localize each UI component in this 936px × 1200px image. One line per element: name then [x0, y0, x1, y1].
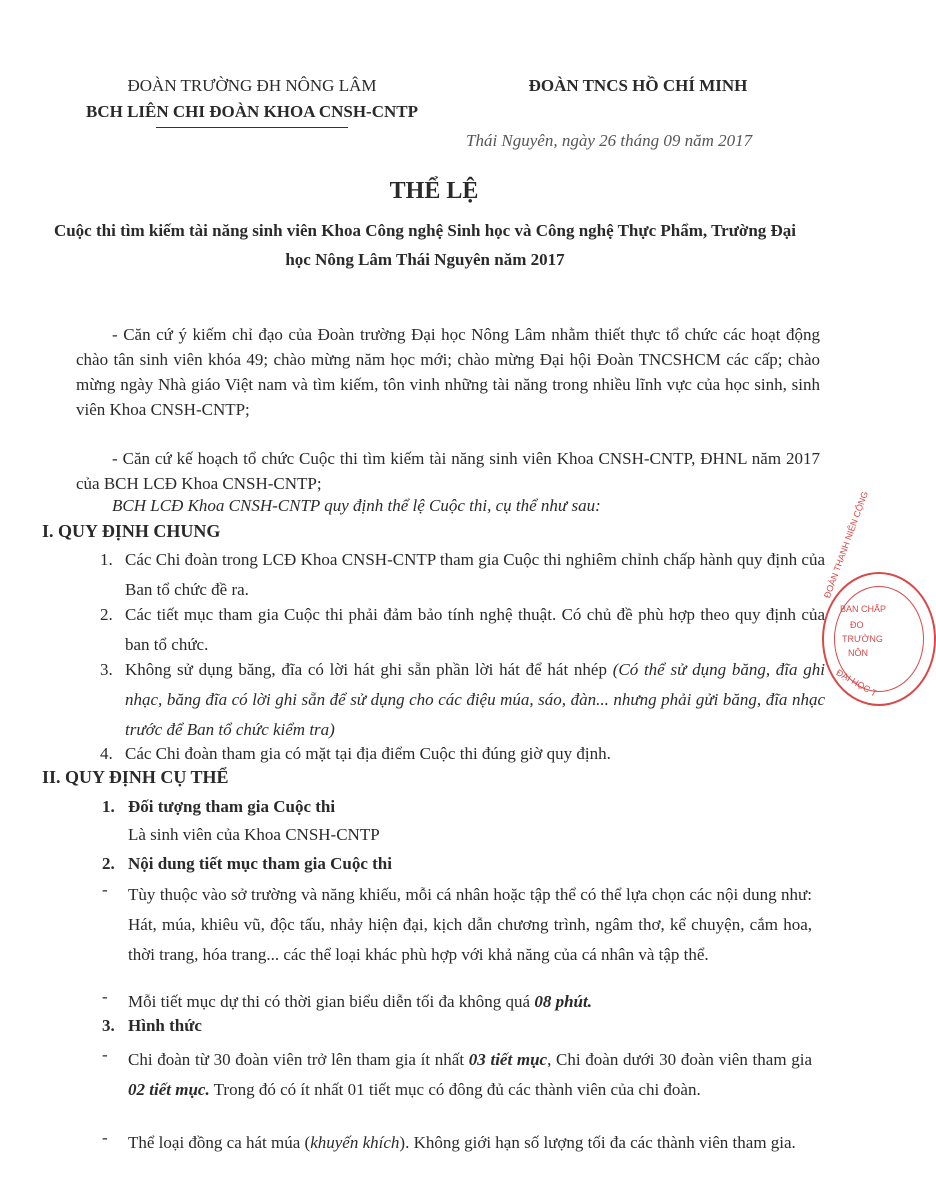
header-union-name: ĐOÀN TNCS HỒ CHÍ MINH	[528, 76, 748, 95]
list-item-text: Không sử dụng băng, đĩa có lời hát ghi sẵn phần lời hát để hát nhép	[125, 660, 613, 679]
seal-text: NÔN	[848, 648, 868, 658]
bullet-item	[128, 987, 812, 1017]
bullet-text: Chi đoàn từ 30 đoàn viên trở lên tham gia ít nhất	[128, 1050, 469, 1069]
bullet-item	[128, 1045, 812, 1105]
header-org-line2: BCH LIÊN CHI ĐOÀN KHOA CNSH-CNTP	[85, 102, 418, 121]
document-subtitle: Cuộc thi tìm kiếm tài năng sinh viên Khoa Công nghệ Sinh học và Công nghệ Thực Phẩm, Trường Đại học Nông Lâm Thái Nguyên năm 2017	[53, 221, 797, 269]
bullet-text: , Chi đoàn dưới 30 đoàn viên tham gia	[547, 1050, 812, 1069]
subsection-title: Hình thức	[128, 1016, 202, 1035]
header-org-line1: ĐOÀN TRƯỜNG ĐH NÔNG LÂM	[127, 76, 377, 95]
seal-text: ĐO	[850, 620, 864, 630]
seal-ring-text: ĐẠI HỌC T	[834, 667, 879, 699]
subsection-number: 2.	[102, 854, 115, 873]
bullet-emphasis: 03 tiết mục	[468, 1050, 548, 1069]
section-heading-general: I. QUY ĐỊNH CHUNG	[42, 521, 221, 541]
list-number: 3.	[100, 660, 113, 679]
dash-bullet: -	[102, 987, 108, 1006]
document-title: THỂ LỆ	[389, 178, 479, 204]
list-number: 4.	[100, 744, 113, 763]
bullet-text: Thể loại đồng ca hát múa (	[128, 1133, 311, 1152]
header-underline	[156, 127, 348, 128]
official-seal-stamp	[822, 489, 936, 706]
bullet-item	[128, 1128, 812, 1158]
list-item: Các Chi đoàn trong LCĐ Khoa CNSH-CNTP tham gia Cuộc thi nghiêm chỉnh chấp hành quy định của Ban tổ chức đề ra.	[125, 550, 825, 599]
list-item: Các Chi đoàn tham gia có mặt tại địa điểm Cuộc thi đúng giờ quy định.	[125, 744, 611, 763]
subsection-title: Nội dung tiết mục tham gia Cuộc thi	[128, 854, 392, 873]
bullet-emphasis: 08 phút.	[534, 992, 592, 1011]
bullet-text: ). Không giới hạn số lượng tối đa các thành viên tham gia.	[399, 1133, 796, 1152]
seal-ring-text: ĐOÀN THANH NIÊN CỘNG	[822, 489, 870, 600]
bullet-emphasis: khuyến khích	[310, 1133, 400, 1152]
subsection-title: Đối tượng tham gia Cuộc thi	[128, 797, 336, 816]
bullet-text: Trong đó có ít nhất 01 tiết mục có đông đủ các thành viên của chi đoàn.	[209, 1080, 701, 1099]
list-item-note: (Có thể sử dụng băng, đĩa ghi nhạc, băng đĩa có lời ghi sẵn để sử dụng cho các điệu múa, sáo, đàn... nhưng phải gửi băng, đĩa nhạc trước để Ban tổ chức kiểm tra)	[125, 660, 825, 739]
subsection-number: 1.	[102, 797, 115, 816]
list-item: Các tiết mục tham gia Cuộc thi phải đảm bảo tính nghệ thuật. Có chủ đề phù hợp theo quy định của ban tổ chức.	[125, 605, 825, 654]
intro-paragraph-3: BCH LCĐ Khoa CNSH-CNTP quy định thể lệ Cuộc thi, cụ thể như sau:	[112, 496, 601, 515]
dash-bullet: -	[102, 880, 108, 899]
dash-bullet: -	[102, 1128, 108, 1147]
document-date: Thái Nguyên, ngày 26 tháng 09 năm 2017	[466, 131, 753, 150]
seal-text: TRƯỜNG	[842, 634, 883, 644]
list-number: 1.	[100, 550, 113, 569]
intro-paragraph-1: - Căn cứ ý kiếm chỉ đạo của Đoàn trường Đại học Nông Lâm nhằm thiết thực tổ chức các hoạt động chào tân sinh viên khóa 49; chào mừng năm học mới; chào mừng Đại hội Đoàn TNCSHCM các cấp; chào mừng ngày Nhà giáo Việt nam và tìm kiếm, tôn vinh những tài năng trong nhiều lĩnh vực của học sinh, sinh viên Khoa CNSH-CNTP;	[76, 325, 820, 419]
bullet-text: Mỗi tiết mục dự thi có thời gian biểu diễn tối đa không quá	[128, 992, 535, 1011]
subsection-text: Là sinh viên của Khoa CNSH-CNTP	[128, 825, 380, 844]
dash-bullet: -	[102, 1045, 108, 1064]
list-number: 2.	[100, 605, 113, 624]
bullet-emphasis: 02 tiết mục.	[128, 1080, 210, 1099]
section-heading-specific: II. QUY ĐỊNH CỤ THỂ	[42, 767, 229, 787]
seal-text: BAN CHẤP	[840, 604, 887, 614]
list-item	[125, 655, 825, 745]
subsection-number: 3.	[102, 1016, 115, 1035]
intro-paragraph-2: - Căn cứ kế hoạch tổ chức Cuộc thi tìm kiếm tài năng sinh viên Khoa CNSH-CNTP, ĐHNL năm 2017 của BCH LCĐ Khoa CNSH-CNTP;	[76, 449, 820, 493]
bullet-item: Tùy thuộc vào sở trường và năng khiếu, mỗi cá nhân hoặc tập thể có thể lựa chọn các nội dung như: Hát, múa, khiêu vũ, độc tấu, nhảy hiện đại, kịch dẫn chương trình, ngâm thơ, kể chuyện, cắm hoa, thời trang, hóa trang... các thể loại khác phù hợp với khả năng của cá nhân và tập thể.	[128, 885, 812, 964]
